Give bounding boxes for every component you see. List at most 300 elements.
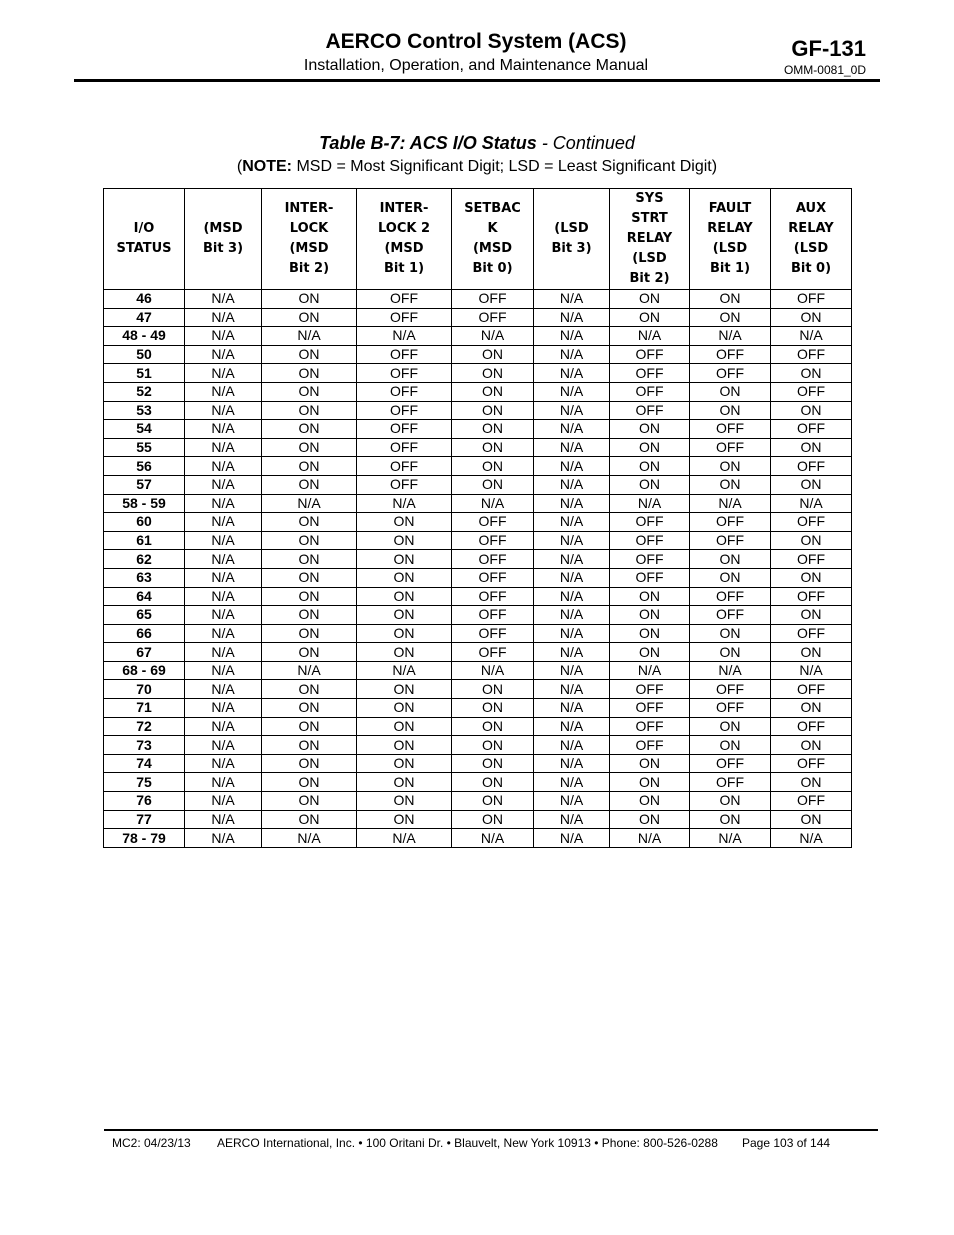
table-cell: N/A [185,792,262,811]
io-status-cell: 71 [104,699,185,718]
table-cell: N/A [185,606,262,625]
table-cell: N/A [185,550,262,569]
column-header: SYS STRT RELAY (LSD Bit 2) [610,189,690,290]
table-cell: ON [262,364,357,383]
table-cell: OFF [690,699,771,718]
table-cell: ON [452,736,534,755]
table-cell: N/A [185,829,262,848]
table-row [104,420,852,439]
table-cell: OFF [771,420,852,439]
table-row [104,308,852,327]
table-cell: ON [262,382,357,401]
doc-code: GF-131 [791,36,866,61]
table-cell: OFF [610,513,690,532]
table-cell: ON [262,773,357,792]
footer-date: MC2: 04/23/13 [112,1136,191,1150]
io-status-cell: 51 [104,364,185,383]
table-cell: ON [452,717,534,736]
table-cell: ON [771,401,852,420]
io-status-cell: 70 [104,680,185,699]
table-cell: N/A [534,308,610,327]
table-cell: ON [690,290,771,309]
io-status-cell: 50 [104,345,185,364]
table-cell: OFF [610,736,690,755]
table-cell: N/A [610,327,690,346]
table-cell: ON [357,736,452,755]
table-cell: ON [357,513,452,532]
table-cell: ON [771,699,852,718]
table-cell: N/A [534,568,610,587]
table-cell: OFF [771,382,852,401]
table-cell: N/A [534,643,610,662]
table-cell: OFF [610,401,690,420]
table-cell: N/A [534,475,610,494]
column-header: INTER- LOCK 2 (MSD Bit 1) [357,189,452,290]
table-cell: OFF [357,457,452,476]
table-cell: OFF [771,457,852,476]
table-cell: N/A [185,531,262,550]
table-row [104,754,852,773]
table-cell: OFF [610,345,690,364]
io-status-cell: 67 [104,643,185,662]
table-cell: OFF [610,680,690,699]
table-title-main: Table B-7: ACS I/O Status [319,133,537,153]
io-status-table [103,188,852,848]
table-row [104,773,852,792]
table-cell: N/A [185,587,262,606]
table-cell: ON [262,345,357,364]
io-status-cell: 56 [104,457,185,476]
table-cell: OFF [357,475,452,494]
io-status-cell: 64 [104,587,185,606]
table-cell: N/A [771,661,852,680]
table-cell: OFF [610,699,690,718]
table-cell: ON [690,401,771,420]
table-cell: OFF [452,308,534,327]
table-row [104,624,852,643]
table-cell: ON [357,606,452,625]
table-cell: N/A [185,699,262,718]
table-cell: ON [771,606,852,625]
table-cell: N/A [185,438,262,457]
footer-page: Page 103 of 144 [742,1136,831,1150]
table-cell: OFF [610,717,690,736]
io-status-cell: 68 - 69 [104,661,185,680]
table-cell: N/A [534,364,610,383]
table-cell: ON [262,457,357,476]
table-cell: OFF [771,513,852,532]
table-cell: N/A [610,494,690,513]
table-cell: ON [690,792,771,811]
table-cell: ON [771,736,852,755]
io-status-cell: 47 [104,308,185,327]
table-row [104,290,852,309]
table-cell: N/A [185,661,262,680]
table-cell: ON [452,754,534,773]
table-cell: ON [610,810,690,829]
table-cell: ON [610,773,690,792]
table-cell: ON [262,475,357,494]
table-cell: N/A [610,661,690,680]
table-cell: OFF [610,364,690,383]
table-cell: N/A [534,792,610,811]
table-cell: N/A [262,327,357,346]
table-row [104,587,852,606]
table-cell: OFF [771,792,852,811]
table-cell: N/A [185,290,262,309]
table-cell: ON [771,364,852,383]
table-cell: ON [771,531,852,550]
table-cell: ON [262,810,357,829]
table-cell: N/A [357,494,452,513]
table-cell: N/A [357,327,452,346]
io-status-cell: 73 [104,736,185,755]
table-cell: N/A [185,624,262,643]
table-cell: ON [690,382,771,401]
table-cell: ON [452,773,534,792]
table-cell: OFF [771,624,852,643]
table-cell: OFF [690,754,771,773]
table-cell: N/A [185,494,262,513]
table-title [0,133,954,154]
table-cell: ON [771,773,852,792]
table-cell: OFF [771,680,852,699]
io-status-cell: 46 [104,290,185,309]
table-row [104,810,852,829]
table-cell: N/A [185,568,262,587]
table-cell: ON [610,308,690,327]
table-row [104,345,852,364]
table-cell: ON [610,457,690,476]
table-cell: N/A [185,420,262,439]
table-cell: ON [262,550,357,569]
table-row [104,792,852,811]
table-row [104,680,852,699]
table-cell: OFF [690,587,771,606]
table-cell: ON [452,345,534,364]
table-cell: ON [690,624,771,643]
table-cell: OFF [610,568,690,587]
column-header: INTER- LOCK (MSD Bit 2) [262,189,357,290]
table-cell: ON [452,699,534,718]
table-cell: N/A [185,457,262,476]
table-cell: N/A [452,661,534,680]
footer-rule [104,1129,878,1131]
table-row [104,568,852,587]
table-cell: N/A [534,736,610,755]
table-body [104,290,852,848]
table-cell: ON [771,438,852,457]
table-cell: N/A [185,680,262,699]
table-cell: N/A [452,494,534,513]
table-cell: N/A [185,364,262,383]
table-cell: ON [262,531,357,550]
note-text: MSD = Most Significant Digit; LSD = Least Significant Digit) [292,158,718,175]
table-cell: OFF [690,364,771,383]
table-cell: ON [357,754,452,773]
table-cell: ON [610,643,690,662]
table-cell: ON [452,438,534,457]
table-cell: OFF [357,364,452,383]
table-cell: ON [610,587,690,606]
table-cell: OFF [452,643,534,662]
table-cell: ON [610,606,690,625]
table-cell: ON [262,624,357,643]
io-status-cell: 62 [104,550,185,569]
table-cell: OFF [357,308,452,327]
table-cell: ON [690,717,771,736]
table-cell: OFF [690,606,771,625]
table-cell: OFF [357,382,452,401]
table-cell: ON [262,792,357,811]
table-cell: OFF [452,290,534,309]
table-cell: ON [690,736,771,755]
table-cell: N/A [534,699,610,718]
table-cell: ON [262,568,357,587]
table-cell: ON [262,754,357,773]
column-header: SETBAC K (MSD Bit 0) [452,189,534,290]
table-cell: ON [262,438,357,457]
table-cell: ON [610,438,690,457]
table-row [104,717,852,736]
table-row [104,643,852,662]
table-cell: ON [357,680,452,699]
table-cell: ON [262,401,357,420]
io-status-cell: 72 [104,717,185,736]
table-cell: ON [262,606,357,625]
table-cell: N/A [534,810,610,829]
table-cell: OFF [771,290,852,309]
table-cell: OFF [690,773,771,792]
io-status-cell: 75 [104,773,185,792]
table-cell: N/A [452,327,534,346]
table-cell: ON [262,680,357,699]
table-cell: N/A [262,661,357,680]
table-cell: ON [610,624,690,643]
table-cell: ON [262,290,357,309]
table-cell: N/A [534,420,610,439]
io-status-cell: 65 [104,606,185,625]
table-cell: ON [690,550,771,569]
table-row [104,736,852,755]
table-cell: OFF [357,438,452,457]
doc-number: OMM-0081_0D [783,63,866,77]
table-cell: ON [262,699,357,718]
table-row [104,327,852,346]
io-status-cell: 55 [104,438,185,457]
note-open-paren: ( [236,158,243,175]
table-cell: N/A [185,327,262,346]
table-row [104,438,852,457]
table-cell: N/A [185,736,262,755]
table-row [104,364,852,383]
table-cell: OFF [357,401,452,420]
table-cell: N/A [185,717,262,736]
column-header: AUX RELAY (LSD Bit 0) [771,189,852,290]
table-cell: OFF [690,345,771,364]
table-cell: ON [610,792,690,811]
io-status-cell: 77 [104,810,185,829]
table-cell: ON [262,736,357,755]
table-cell: ON [262,587,357,606]
table-cell: ON [452,792,534,811]
table-cell: OFF [452,624,534,643]
footer-address: AERCO International, Inc. • 100 Oritani Dr. • Blauvelt, New York 10913 • Phone: 800-526-0288 [217,1136,718,1150]
table-title-continued: - Continued [536,133,635,153]
table-cell: N/A [185,475,262,494]
table-cell: ON [357,643,452,662]
table-cell: OFF [771,754,852,773]
table-cell: ON [452,810,534,829]
table-cell: N/A [534,773,610,792]
table-cell: OFF [357,420,452,439]
table-cell: ON [262,308,357,327]
table-cell: ON [690,810,771,829]
column-header: I/O STATUS [104,189,185,290]
table-cell: N/A [534,531,610,550]
io-status-cell: 58 - 59 [104,494,185,513]
table-cell: OFF [690,680,771,699]
table-cell: N/A [534,345,610,364]
table-row [104,829,852,848]
table-row [104,475,852,494]
table-cell: OFF [690,438,771,457]
io-status-cell: 63 [104,568,185,587]
io-status-cell: 48 - 49 [104,327,185,346]
table-cell: N/A [534,624,610,643]
table-cell: ON [690,643,771,662]
table-row [104,513,852,532]
table-cell: ON [357,773,452,792]
table-row [104,401,852,420]
io-status-cell: 61 [104,531,185,550]
table-cell: ON [690,475,771,494]
table-cell: N/A [771,829,852,848]
table-cell: OFF [452,550,534,569]
table-cell: ON [610,754,690,773]
table-cell: OFF [771,587,852,606]
table-cell: ON [771,568,852,587]
table-note [0,158,954,176]
table-cell: ON [452,364,534,383]
table-cell: N/A [534,829,610,848]
table-row [104,699,852,718]
table-cell: N/A [185,382,262,401]
table-header-row [104,189,852,290]
table-cell: N/A [357,829,452,848]
table-cell: OFF [452,606,534,625]
column-header: (MSD Bit 3) [185,189,262,290]
table-cell: N/A [534,513,610,532]
table-cell: N/A [262,494,357,513]
table-cell: OFF [452,531,534,550]
table-cell: ON [357,624,452,643]
table-row [104,661,852,680]
table-cell: N/A [534,327,610,346]
io-status-cell: 53 [104,401,185,420]
table-row [104,494,852,513]
table-cell: OFF [771,550,852,569]
table-cell: N/A [771,494,852,513]
table-cell: ON [690,568,771,587]
table-cell: OFF [357,290,452,309]
table-cell: N/A [262,829,357,848]
table-cell: ON [357,568,452,587]
table-cell: OFF [452,587,534,606]
table-cell: ON [771,643,852,662]
io-status-cell: 52 [104,382,185,401]
table-cell: N/A [185,513,262,532]
table-cell: OFF [690,420,771,439]
table-cell: N/A [610,829,690,848]
table-cell: ON [452,457,534,476]
table-cell: N/A [534,438,610,457]
table-cell: ON [452,382,534,401]
table-cell: ON [610,290,690,309]
table-cell: N/A [185,773,262,792]
table-row [104,382,852,401]
table-cell: N/A [534,494,610,513]
table-cell: ON [357,699,452,718]
column-header: FAULT RELAY (LSD Bit 1) [690,189,771,290]
table-cell: N/A [185,308,262,327]
table-row [104,550,852,569]
table-cell: OFF [452,513,534,532]
table-cell: ON [262,513,357,532]
column-header: (LSD Bit 3) [534,189,610,290]
io-status-cell: 78 - 79 [104,829,185,848]
table-cell: ON [452,475,534,494]
table-cell: ON [357,792,452,811]
table-cell: N/A [185,401,262,420]
table-cell: OFF [771,717,852,736]
table-cell: ON [452,680,534,699]
table-cell: N/A [534,587,610,606]
table-cell: ON [690,308,771,327]
table-cell: N/A [534,290,610,309]
note-label: NOTE: [242,158,293,175]
table-cell: ON [610,475,690,494]
table-cell: N/A [534,550,610,569]
table-cell: N/A [185,754,262,773]
table-cell: ON [357,810,452,829]
table-cell: N/A [357,661,452,680]
table-cell: N/A [185,810,262,829]
table-cell: OFF [357,345,452,364]
io-status-cell: 57 [104,475,185,494]
table-row [104,457,852,476]
table-cell: N/A [534,754,610,773]
table-cell: OFF [610,550,690,569]
table-cell: N/A [185,643,262,662]
table-cell: N/A [534,680,610,699]
table-cell: ON [771,475,852,494]
table-cell: N/A [534,382,610,401]
table-cell: ON [690,457,771,476]
io-status-cell: 54 [104,420,185,439]
table-cell: OFF [690,531,771,550]
io-status-cell: 66 [104,624,185,643]
table-cell: N/A [534,717,610,736]
table-cell: N/A [452,829,534,848]
table-cell: N/A [185,345,262,364]
header-rule [74,79,880,82]
io-status-cell: 60 [104,513,185,532]
table-cell: ON [357,550,452,569]
table-cell: N/A [534,401,610,420]
table-row [104,531,852,550]
table-cell: OFF [771,345,852,364]
